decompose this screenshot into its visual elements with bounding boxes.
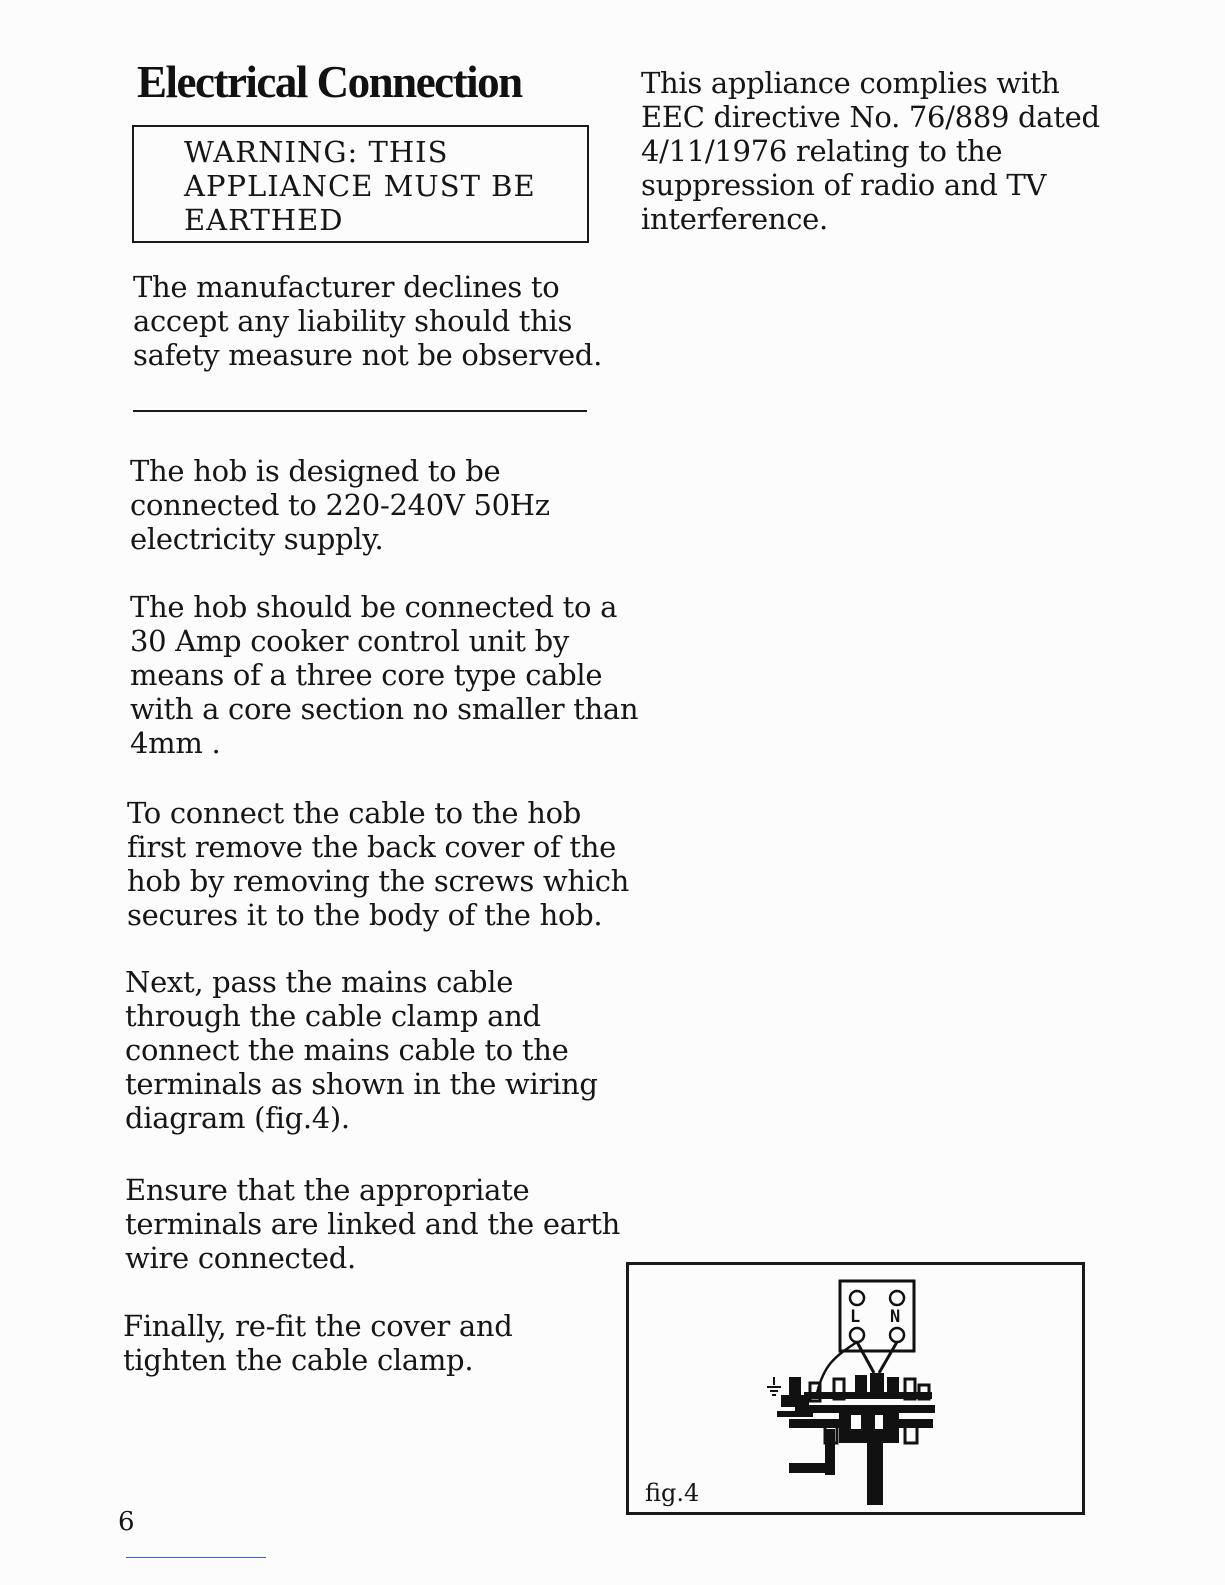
- liability-paragraph: The manufacturer declines to accept any liability should this safety measure not be observed.: [133, 270, 602, 372]
- control-unit-paragraph: The hob should be connected to a 30 Amp cooker control unit by means of a three core type cable with a core section no smaller than 4mm .: [130, 590, 639, 760]
- section-divider: [133, 410, 587, 412]
- shaft: [867, 1435, 883, 1505]
- ensure-paragraph: Ensure that the appropriate terminals are linked and the earth wire connected.: [125, 1173, 620, 1275]
- terminal-screw: [850, 1328, 864, 1342]
- finally-paragraph: Finally, re-fit the cover and tighten the cable clamp.: [123, 1309, 513, 1377]
- terminal-n-label: N: [890, 1307, 901, 1327]
- warning-text: WARNING: THIS APPLIANCE MUST BE EARTHED: [184, 135, 536, 237]
- supply-paragraph: The hob is designed to be connected to 220-240V 50Hz electricity supply.: [130, 454, 550, 556]
- terminal-screw: [890, 1328, 904, 1342]
- page-number: 6: [118, 1507, 135, 1537]
- wire-neutral: [879, 1342, 897, 1373]
- terminal-screw: [850, 1291, 864, 1305]
- figure-box: [626, 1262, 1085, 1515]
- pass-cable-paragraph: Next, pass the mains cable through the cable clamp and connect the mains cable to the terminals as shown in the wiring diagram (fig.4).: [125, 965, 598, 1135]
- figure-caption: fig.4: [645, 1479, 700, 1507]
- warning-box: [132, 125, 589, 243]
- page-title: Electrical Connection: [137, 57, 522, 107]
- terminal-screw: [890, 1291, 904, 1305]
- terminal-l-label: L: [850, 1307, 861, 1327]
- wiring-diagram: [629, 1265, 1082, 1512]
- wire-live: [857, 1342, 874, 1373]
- remove-cover-paragraph: To connect the cable to the hob first remove the back cover of the hob by removing the screws which secures it to the body of the hob.: [127, 796, 630, 932]
- eec-paragraph: This appliance complies with EEC directive No. 76/889 dated 4/11/1976 relating to the suppression of radio and TV interference.: [641, 66, 1100, 236]
- footer-underline: [126, 1557, 266, 1558]
